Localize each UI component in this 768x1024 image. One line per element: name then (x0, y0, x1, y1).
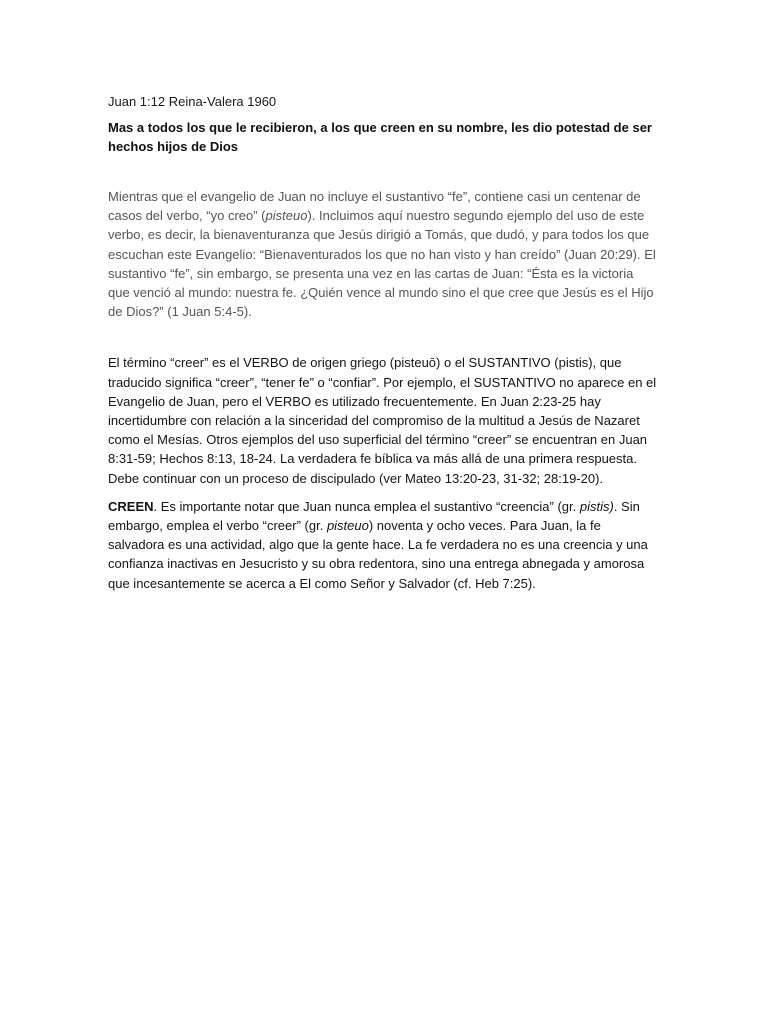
paragraph-creen (108, 497, 658, 593)
paragraph1-italic-term: pisteuo (265, 208, 308, 224)
paragraph3-text-b: . Sin embargo, emplea el verbo “creer” (gr. (108, 498, 640, 534)
paragraph3-italic-term-2: pisteuo (326, 518, 369, 534)
paragraph3-bold-lead: CREEN (108, 498, 154, 514)
paragraph1-text-b: ). Incluimos aquí nuestro segundo ejemplo del uso de este verbo, es decir, la bienaventuranza que Jesús dirigió a Tomás, que dudó, y para todos los que escuchan este Evangelio: “Bienaventurados los que no han visto y han creído” (Juan 20:29). El sustantivo “fe”, sin embargo, se presenta una vez en las cartas de Juan: “Ésta es la victoria que venció al mundo: nuestra fe. ¿Quién vence al mundo sino el que cree que Jesús es el Hijo de Dios?” (1 Juan 5:4-5). (108, 208, 656, 320)
paragraph3-text-a: . Es importante notar que Juan nunca emplea el sustantivo “creencia” (gr. (153, 498, 580, 514)
paragraph3-text-c: ) noventa y ocho veces. Para Juan, la fe salvadora es una actividad, algo que la gente hace. La fe verdadera no es una creencia y una confianza inactivas en Jesucristo y su obra redentora, sino una entrega abnegada y amorosa que incesantemente se acerca a El como Señor y Salvador (cf. Heb 7:25). (108, 518, 648, 591)
paragraph-term-creer: El término “creer” es el VERBO de origen griego (pisteuō) o el SUSTANTIVO (pistis), que traducido significa “creer”, “tener fe” o “confiar”. Por ejemplo, el SUSTANTIVO no aparece en el Evangelio de Juan, pero el VERBO es utilizado frecuentemente. En Juan 2:23-25 hay incertidumbre con relación a la sinceridad del compromiso de la multitud a Jesús de Nazaret como el Mesías. Otros ejemplos del uso superficial del término “creer” se encuentran en Juan 8:31-59; Hechos 8:13, 18-24. La verdadera fe bíblica va más allá de una primera respuesta. Debe continuar con un proceso de discipulado (ver Mateo 13:20-23, 31-32; 28:19-20). (108, 355, 657, 486)
scripture-reference: Juan 1:12 Reina-Valera 1960 (108, 94, 277, 109)
paragraph3-italic-term-1: pistis) (579, 498, 614, 514)
paragraph1-text-a: Mientras que el evangelio de Juan no incluye el sustantivo “fe”, contiene casi un centenar de casos del verbo, “yo creo” ( (108, 189, 641, 224)
verse-text: Mas a todos los que le recibieron, a los que creen en su nombre, les dio potestad de ser hechos hijos de Dios (108, 120, 652, 154)
paragraph-faith-verb (108, 187, 658, 321)
document-body (108, 93, 658, 603)
